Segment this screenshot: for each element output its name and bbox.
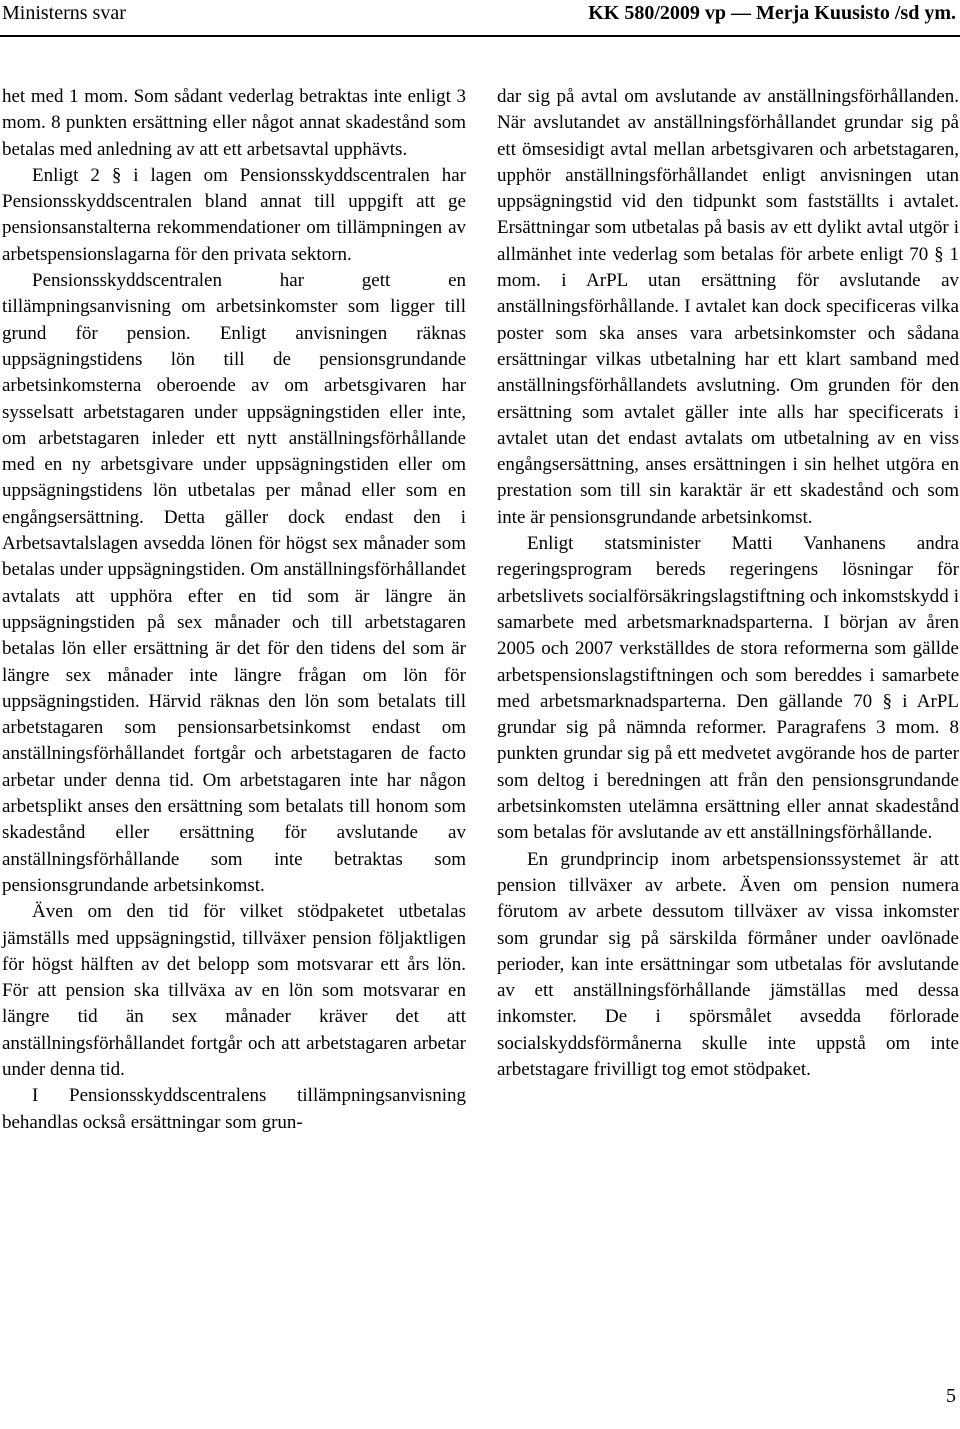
- header-section-title: Ministerns svar: [2, 2, 126, 24]
- left-text-column: [2, 84, 466, 1136]
- paragraph: Pensionsskyddscentralen har gett en tillämpningsanvisning om arbetsinkomster som ligger till grund för pension. Enligt anvisningen räknas uppsägningstidens lön till de pensionsgrundande arbetsinkomsterna oberoende av om arbetsgivaren har sysselsatt arbetstagaren under uppsägningstiden eller inte, om arbetstagaren inleder ett nytt anställningsförhållande med en ny arbetsgivare under uppsägningstiden eller om uppsägningstidens lön utbetalas per månad eller som en engångsersättning. Detta gäller dock endast den i Arbetsavtalslagen avsedda lönen för högst sex månader som betalas under uppsägningstiden. Om anställningsförhållandet avtalats att upphöra efter en tid som är längre än uppsägningstiden på sex månader och till arbetstagaren betalas lön eller ersättning är det för den tidens del som är längre sex månader inte längre frågan om lön för uppsägningstiden. Härvid räknas den lön som betalats till arbetstagaren som pensionsarbetsinkomst endast om anställningsförhållandet fortgår och arbetstagaren de facto arbetar under denna tid. Om arbetstagaren inte har någon arbetsplikt anses den ersättning som betalats till honom som skadestånd eller ersättning för avslutande av anställningsförhållande som inte betraktas som pensionsgrundande arbetsinkomst.: [2, 270, 466, 896]
- page-number: 5: [946, 1385, 956, 1407]
- right-text-column: [497, 84, 959, 1083]
- page-header: [0, 0, 960, 38]
- header-document-reference: KK 580/2009 vp — Merja Kuusisto /sd ym.: [588, 2, 956, 24]
- paragraph: En grundprincip inom arbetspensionssystemet är att pension tillväxer av arbete. Även om pension numera förutom av arbete dessutom tillväxer av vissa inkomster som grundar sig på särskilda förmåner under oavlönade perioder, kan inte ersättningar som utbetalas för avslutande av ett anställningsförhållande jämställas med dessa inkomster. De i spörsmålet avsedda förlorade socialskyddsförmånerna skulle inte uppstå om inte arbetstagare frivilligt tog emot stödpaket.: [497, 848, 959, 1080]
- header-divider: [0, 35, 960, 37]
- paragraph: dar sig på avtal om avslutande av anställningsförhållanden. När avslutandet av anställningsförhållandet grundar sig på ett ömsesidigt avtal mellan arbetsgivaren och arbetstagaren, upphör anställningsförhållandet enligt anvisningen utan uppsägningstid vid den tidpunkt som fastställts i avtalet. Ersättningar som utbetalas på basis av ett dylikt avtal utgör i allmänhet inte vederlag som betalas för arbete enligt 70 § 1 mom. i ArPL utan ersättning för avslutande av anställningsförhållande. I avtalet kan dock specificeras vilka poster som ska anses vara arbetsinkomster och sådana ersättningar vilkas utbetalning har ett klart samband med anställningsförhållandets avslutning. Om grunden för den ersättning som avtalet gäller inte alls har specificerats i avtalet utan det endast avtalats om utbetalning av en viss engångsersättning, anses ersättningen i sin helhet utgöra en prestation som till sin karaktär är ett skadestånd och som inte är pensionsgrundande arbetsinkomst.: [497, 86, 959, 528]
- paragraph: Även om den tid för vilket stödpaketet utbetalas jämställs med uppsägningstid, tillväxer pension följaktligen för högst hälften av det belopp som motsvarar ett års lön. För att pension ska tillväxa av en lön som motsvarar en längre tid än sex månader kräver det att anställningsförhållandet fortgår och att arbetstagaren arbetar under denna tid.: [2, 901, 466, 1080]
- paragraph: I Pensionsskyddscentralens tillämpningsanvisning behandlas också ersättningar som grun-: [2, 1085, 466, 1133]
- paragraph: het med 1 mom. Som sådant vederlag betraktas inte enligt 3 mom. 8 punkten ersättning eller något annat skadestånd som betalas med anledning av att ett arbetsavtal upphävts.: [2, 86, 466, 160]
- paragraph: Enligt 2 § i lagen om Pensionsskyddscentralen har Pensionsskyddscentralen bland annat till uppgift att ge pensionsanstalterna rekommendationer om tillämpningen av arbetspensionslagarna för den privata sektorn.: [2, 164, 466, 265]
- paragraph: Enligt statsminister Matti Vanhanens andra regeringsprogram bereds regeringens lösningar för arbetslivets socialförsäkringslagstiftning och inkomstskydd i samarbete med arbetsmarknadsparterna. I början av åren 2005 och 2007 verkställdes de stora reformerna som gällde arbetspensionslagstiftningen och som bereddes i samarbete med arbetsmarknadsparterna. Den gällande 70 § i ArPL grundar sig på nämnda reformer. Paragrafens 3 mom. 8 punkten grundar sig på ett medvetet avgörande hos de parter som deltog i beredningen att från den pensionsgrundande arbetsinkomsten utelämna ersättning eller annat skadestånd som betalas för avslutande av ett anställningsförhållande.: [497, 533, 959, 844]
